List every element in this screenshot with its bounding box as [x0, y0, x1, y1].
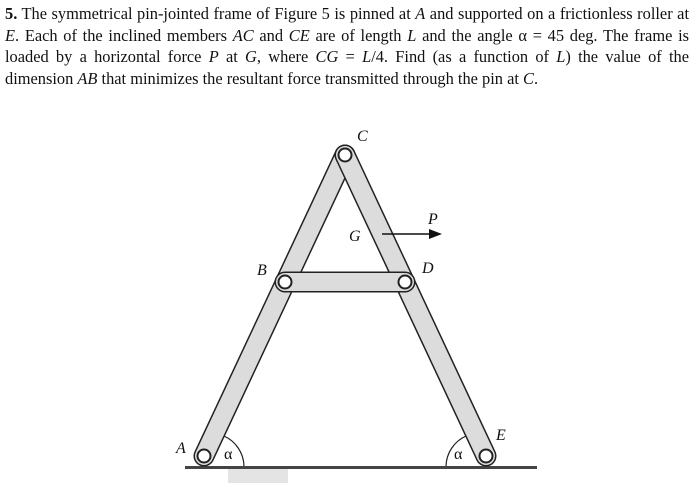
pin-a — [198, 450, 211, 463]
math-var: CE — [288, 25, 310, 45]
problem-text: are of length — [309, 25, 408, 45]
math-var: G — [245, 47, 257, 67]
math-var: L — [556, 47, 566, 67]
label-p: P — [428, 211, 438, 228]
force-arrow-head — [429, 229, 442, 239]
problem-number: 5. — [5, 4, 18, 23]
pin-c — [339, 149, 352, 162]
ground-surface — [185, 466, 537, 469]
pin-e — [480, 450, 493, 463]
label-g: G — [349, 228, 361, 245]
problem-text: = — [338, 47, 363, 67]
label-c: C — [357, 128, 368, 145]
math-var: C — [523, 68, 534, 88]
pin-b — [279, 276, 292, 289]
math-var: P — [208, 47, 219, 67]
problem-text: ) the value of the dimension — [5, 47, 689, 88]
member-ce — [345, 155, 486, 456]
problem-text: and — [253, 25, 289, 45]
label-alpha-right: α — [454, 446, 463, 463]
problem-text: and supported on a frictionless roller at — [425, 4, 689, 23]
label-b: B — [257, 262, 267, 279]
ground-shading — [228, 469, 288, 483]
math-var: AC — [232, 25, 254, 45]
problem-text: The symmetrical pin-jointed frame of Figure 5 is pinned at — [17, 4, 416, 23]
math-var: L — [362, 47, 372, 67]
math-var: L — [407, 25, 417, 45]
math-var: CG — [315, 47, 339, 67]
math-var: A — [415, 4, 426, 23]
problem-text: that minimizes the resultant force transmitted through the pin at — [97, 68, 524, 88]
label-a: A — [176, 440, 186, 457]
problem-text: and the angle α = 45 deg. The frame is loaded by a horizontal force — [5, 25, 690, 67]
member-ac — [204, 155, 345, 456]
problem-text: , where — [256, 47, 316, 67]
problem-text: at — [218, 47, 246, 67]
problem-text: . Each of the inclined members — [15, 25, 233, 45]
math-var: AB — [77, 68, 98, 88]
label-e: E — [496, 427, 506, 444]
label-alpha-left: α — [224, 446, 233, 463]
problem-text: . — [533, 68, 539, 88]
problem-text: /4. Find (as a function of — [371, 47, 557, 67]
math-var: E — [5, 25, 16, 45]
pin-d — [399, 276, 412, 289]
label-d: D — [422, 260, 434, 277]
